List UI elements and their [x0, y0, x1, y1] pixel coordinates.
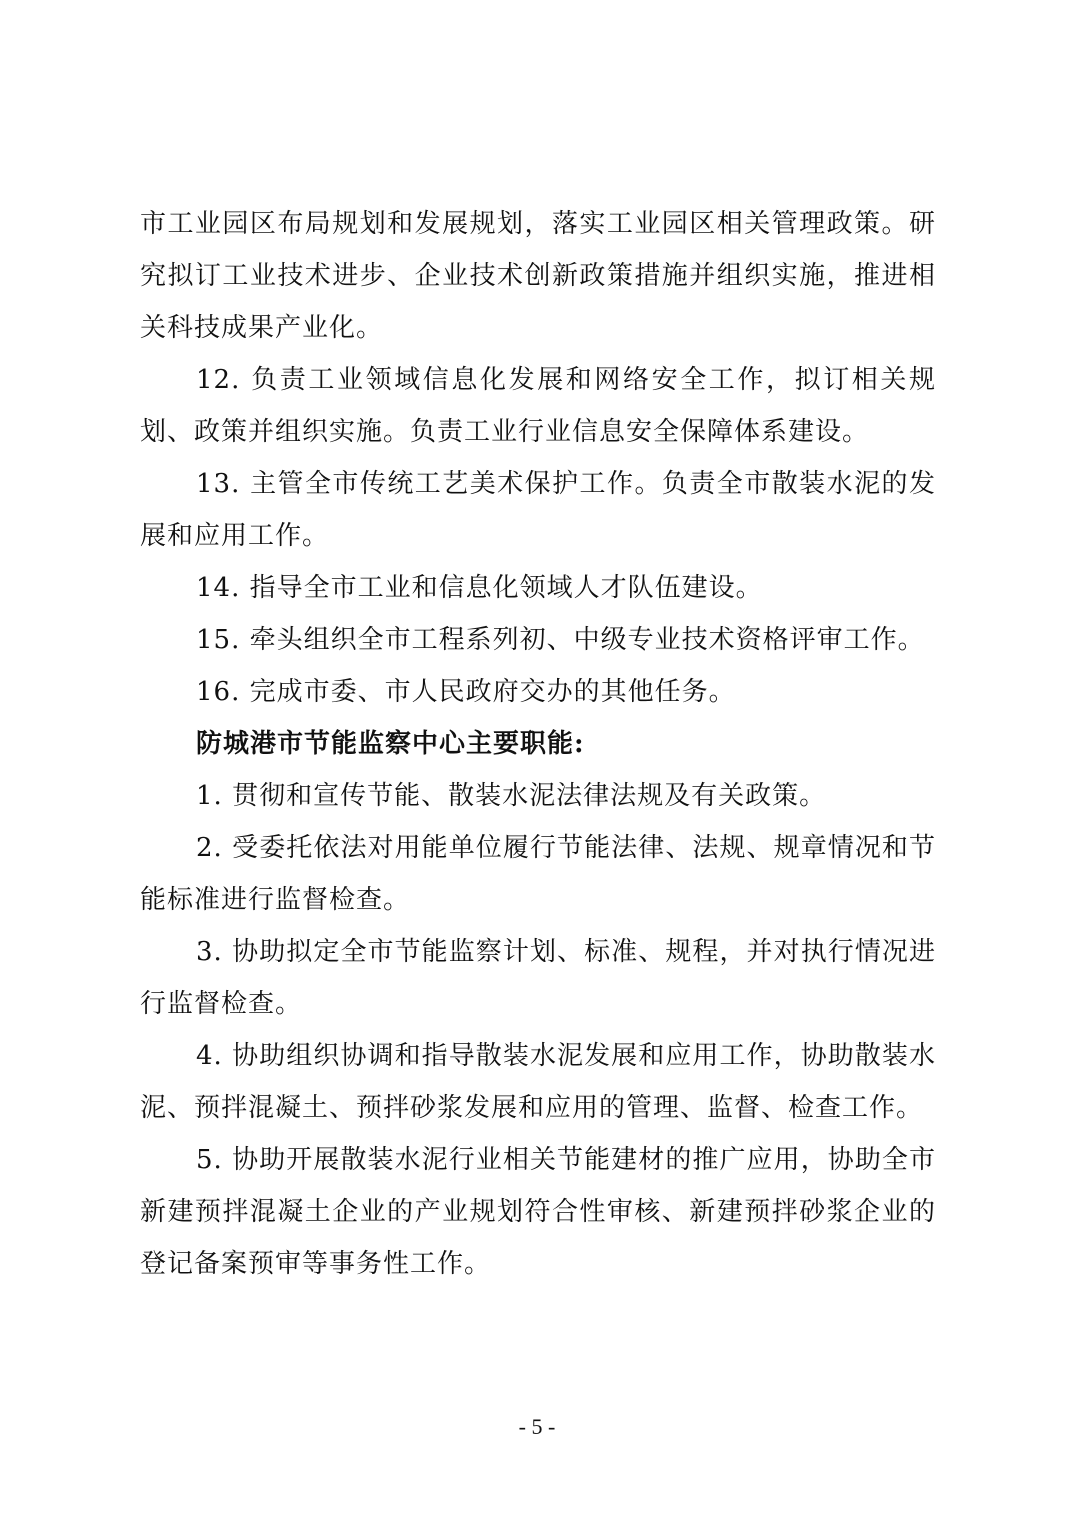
center-duty-item-3: 3. 协助拟定全市节能监察计划、标准、规程，并对执行情况进行监督检查。 [140, 937, 936, 1019]
page-number: - 5 - [518, 1414, 556, 1439]
section-heading: 防城港市节能监察中心主要职能: [196, 729, 585, 759]
duty-item-13: 13. 主管全市传统工艺美术保护工作。负责全市散装水泥的发展和应用工作。 [140, 469, 936, 551]
center-duty-item-5: 5. 协助开展散装水泥行业相关节能建材的推广应用，协助全市新建预拌混凝土企业的产业规划符合性审核、新建预拌砂浆企业的登记备案预审等事务性工作。 [140, 1145, 936, 1279]
center-duty-item-4: 4. 协助组织协调和指导散装水泥发展和应用工作，协助散装水泥、预拌混凝土、预拌砂浆发展和应用的管理、监督、检查工作。 [140, 1041, 936, 1123]
duty-item-16: 16. 完成市委、市人民政府交办的其他任务。 [196, 677, 736, 707]
center-duty-item-2: 2. 受委托依法对用能单位履行节能法律、法规、规章情况和节能标准进行监督检查。 [140, 833, 936, 915]
duty-item-15: 15. 牵头组织全市工程系列初、中级专业技术资格评审工作。 [196, 625, 925, 655]
duty-item-14: 14. 指导全市工业和信息化领域人才队伍建设。 [196, 573, 763, 603]
center-duty-item-1: 1. 贯彻和宣传节能、散装水泥法律法规及有关政策。 [196, 781, 827, 811]
paragraph-continuation: 市工业园区布局规划和发展规划，落实工业园区相关管理政策。研究拟订工业技术进步、企业技术创新政策措施并组织实施，推进相关科技成果产业化。 [140, 209, 936, 343]
duty-item-12: 12. 负责工业领域信息化发展和网络安全工作，拟订相关规划、政策并组织实施。负责工业行业信息安全保障体系建设。 [140, 365, 936, 447]
document-body [140, 198, 936, 1290]
